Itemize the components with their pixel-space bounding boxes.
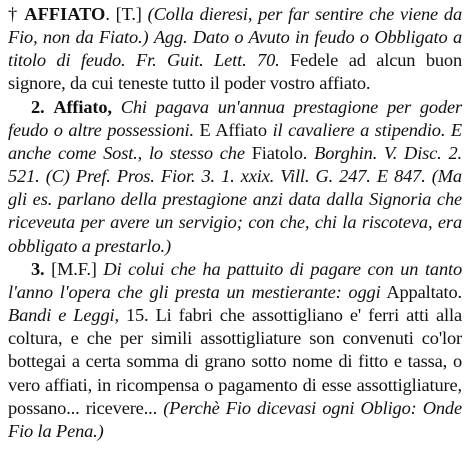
quotation: Fedele ad alcun buon signore, da cui teneste tutto il poder vostro affiato. [8, 50, 463, 94]
sense-number: 3. [31, 258, 45, 279]
citation-number: 15. [125, 305, 149, 326]
usage-tag: [T.] [115, 4, 142, 24]
headword: Affiato, [53, 96, 112, 117]
variant-headword: E Affiato [199, 119, 267, 140]
quotation: Li fabri che assottigliano e' ferri atti alla coltura, e che per simili assottigliature son convenuti co'lor bottegai a certa somma di grano sotto nome di fitto e tassa, o vero affiati, in ricompensa o pagamento di esse assottigliature, possano... ricevere... [8, 305, 462, 418]
etymology-note: (Colla dieresi, per far sentire che viene da Fio, non da Fiato.) [8, 4, 462, 48]
entry-affiato-3 [8, 258, 462, 443]
editorial-note: (Ma gli es. parlano della prestagione anzi data dalla Signoria che riceveuta per avere un servigio; con che, chi la riscoteva, era obbligato a prestarlo.) [8, 166, 462, 256]
entry-affiato-1: † AFFIATO. [T.] (Colla dieresi, per far sentire che viene da Fio, non da Fiato.) Agg. Dato o Avuto in feudo o Obbligato a titolo di feudo. Fr. Guit. Lett. 70. Fedele ad alcun buon signore, da cui teneste tutto il poder vostro affiato. [8, 4, 463, 94]
synonym: Appaltato. [386, 281, 462, 302]
citations: Borghin. V. Disc. 2. 521. (C) Pref. Pros. Fior. 3. 1. xxix. Vill. G. 247. E 847. [8, 142, 462, 187]
cross-reference: Fiatolo. [251, 142, 308, 163]
headword: AFFIATO [24, 4, 106, 24]
citation: Fr. Guit. Lett. 70. [136, 50, 280, 71]
definition: Di colui che ha pattuito di pagare con un tanto l'anno l'opera che gli presta un mestierante: oggi [8, 258, 462, 302]
definition: Agg. Dato o Avuto in feudo o Obbligato a titolo di feudo. [8, 27, 462, 71]
editorial-note: (Perchè Fio dicevasi ogni Obligo: Onde Fio la Pena.) [8, 397, 462, 441]
entry-affiato-2 [8, 96, 462, 258]
dagger-marker: † [8, 4, 19, 24]
definition-variant: il cavaliere a stipendio. E anche come Sost., lo stesso che [8, 119, 463, 163]
definition: Chi pagava un'annua prestagione per goder feudo o altre possessioni. [8, 96, 463, 140]
citation: Bandi e Leggi, [8, 305, 119, 326]
usage-tag: [M.F.] [51, 258, 97, 279]
sense-number: 2. [31, 96, 45, 117]
